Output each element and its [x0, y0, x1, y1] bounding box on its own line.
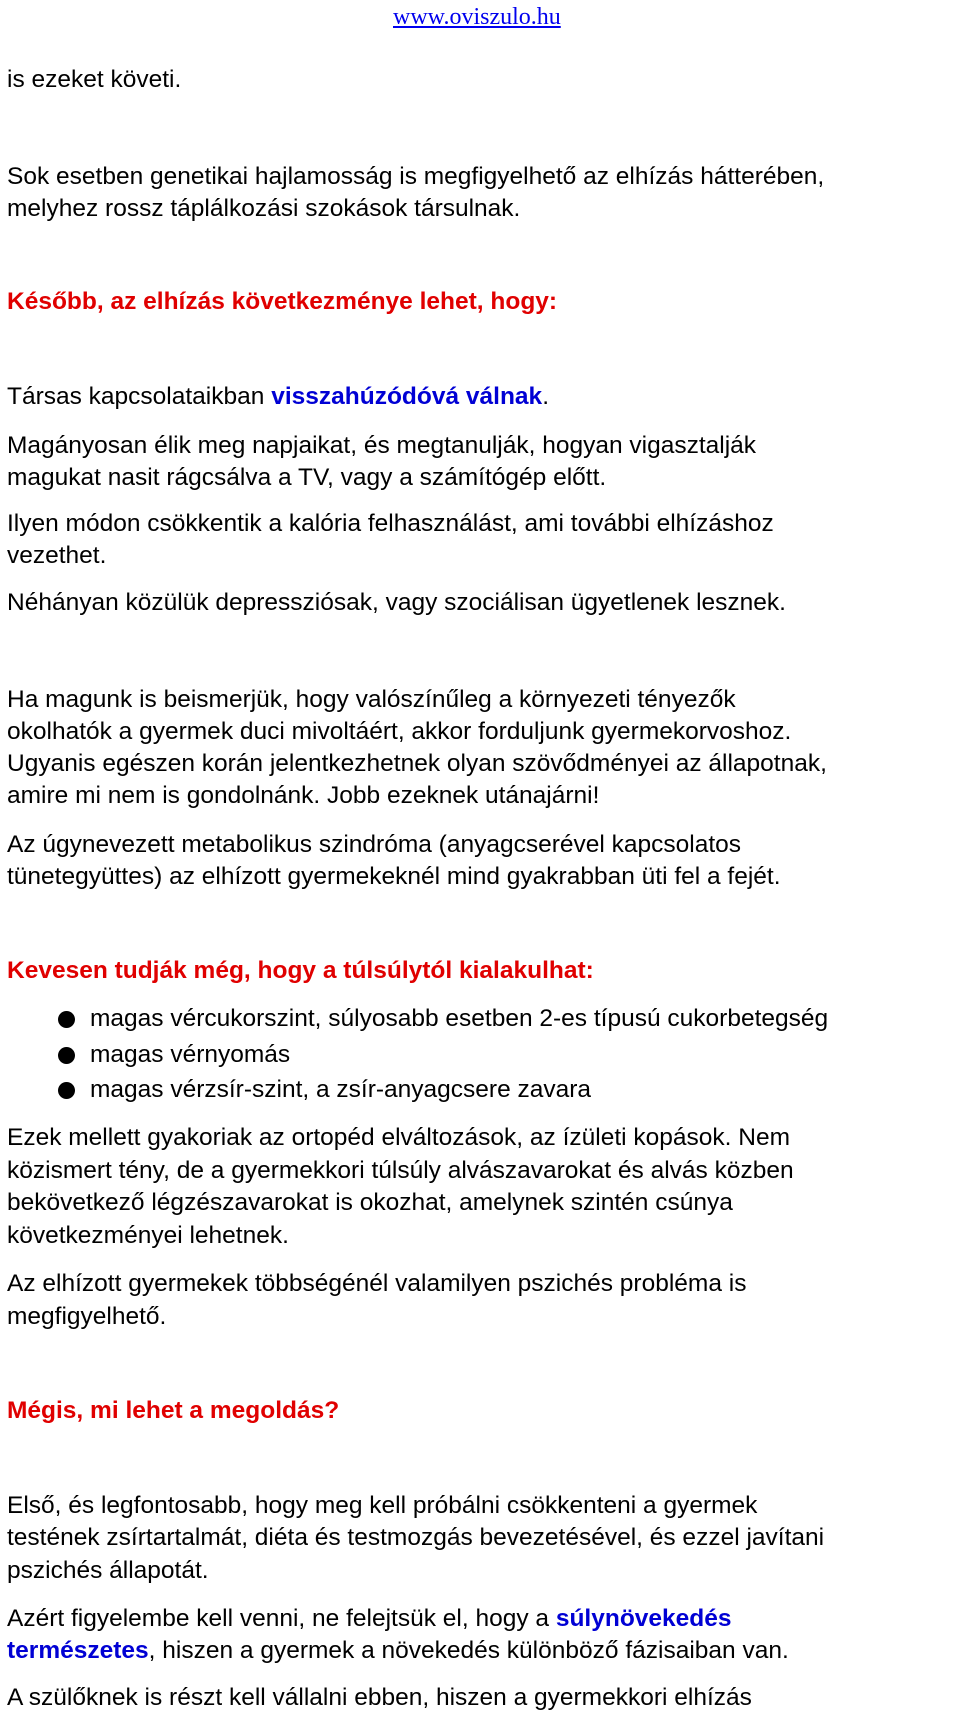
text-span: Társas kapcsolataikban	[7, 383, 272, 410]
bullet-item: magas vércukorszint, súlyosabb esetben 2-es típusú cukorbetegség	[90, 1005, 829, 1032]
emphasis-text: természetes	[7, 1637, 149, 1664]
emphasis-text: visszahúzódóvá válnak	[271, 383, 543, 410]
bullet-icon	[58, 1011, 75, 1028]
text-line: tünetegyüttes) az elhízott gyermekeknél mind gyakrabban üti fel a fejét.	[7, 863, 781, 890]
text-line	[7, 1603, 732, 1635]
text-line: amire mi nem is gondolnánk. Jobb ezeknek utánajárni!	[7, 782, 600, 809]
text-line	[7, 1635, 789, 1667]
text-line: Ilyen módon csökkentik a kalória felhasználást, ami további elhízáshoz	[7, 510, 774, 537]
text-line: testének zsírtartalmát, diéta és testmozgás bevezetésével, és ezzel javítani	[7, 1524, 825, 1551]
text-line: bekövetkező légzészavarokat is okozhat, amelynek szintén csúnya	[7, 1189, 733, 1216]
text-line: Az elhízott gyermekek többségénél valamilyen pszichés probléma is	[7, 1270, 747, 1297]
text-line: melyhez rossz táplálkozási szokások társulnak.	[7, 195, 521, 222]
text-line: pszichés állapotát.	[7, 1557, 209, 1584]
emphasis-text: súlynövekedés	[555, 1605, 732, 1632]
text-line: vezethet.	[7, 542, 107, 569]
text-line: Első, és legfontosabb, hogy meg kell próbálni csökkenteni a gyermek	[7, 1492, 758, 1519]
text-line: Ha magunk is beismerjük, hogy valószínűleg a környezeti tényezők	[7, 686, 736, 713]
section-heading: Később, az elhízás következménye lehet, hogy:	[7, 288, 558, 315]
text-line: Sok esetben genetikai hajlamosság is megfigyelhető az elhízás hátterében,	[7, 163, 825, 190]
text-line: közismert tény, de a gyermekkori túlsúly alvászavarokat és alvás közben	[7, 1157, 794, 1184]
section-heading: Mégis, mi lehet a megoldás?	[7, 1397, 340, 1424]
bullet-item: magas vérzsír-szint, a zsír-anyagcsere zavara	[90, 1076, 592, 1103]
text-line: megfigyelhető.	[7, 1303, 167, 1330]
text-line: következményei lehetnek.	[7, 1222, 289, 1249]
bullet-icon	[58, 1047, 75, 1064]
bullet-item: magas vérnyomás	[90, 1041, 291, 1068]
text-line: Ugyanis egészen korán jelentkezhetnek olyan szövődményei az állapotnak,	[7, 750, 827, 777]
text-line: magukat nasit rágcsálva a TV, vagy a számítógép előtt.	[7, 464, 607, 491]
text-line: A szülőknek is részt kell vállalni ebben, hiszen a gyermekkori elhízás	[7, 1684, 752, 1711]
text-span: , hiszen a gyermek a növekedés különböző fázisaiban van.	[148, 1637, 789, 1664]
text-line: Néhányan közülük depressziósak, vagy szociálisan ügyetlenek lesznek.	[7, 589, 786, 616]
section-heading: Kevesen tudják még, hogy a túlsúlytól kialakulhat:	[7, 957, 594, 984]
text-line: is ezeket követi.	[7, 66, 182, 93]
bullet-icon	[58, 1082, 75, 1099]
text-line	[7, 381, 549, 413]
text-span: Azért figyelembe kell venni, ne felejtsük el, hogy a	[7, 1605, 556, 1632]
text-line: Magányosan élik meg napjaikat, és megtanulják, hogyan vigasztalják	[7, 432, 757, 459]
text-span: .	[542, 383, 549, 410]
text-line: Az úgynevezett metabolikus szindróma (anyagcserével kapcsolatos	[7, 831, 742, 858]
site-url-link[interactable]: www.oviszulo.hu	[393, 4, 561, 30]
text-line: okolhatók a gyermek duci mivoltáért, akkor forduljunk gyermekorvoshoz.	[7, 718, 792, 745]
text-line: Ezek mellett gyakoriak az ortopéd elváltozások, az ízületi kopások. Nem	[7, 1124, 791, 1151]
